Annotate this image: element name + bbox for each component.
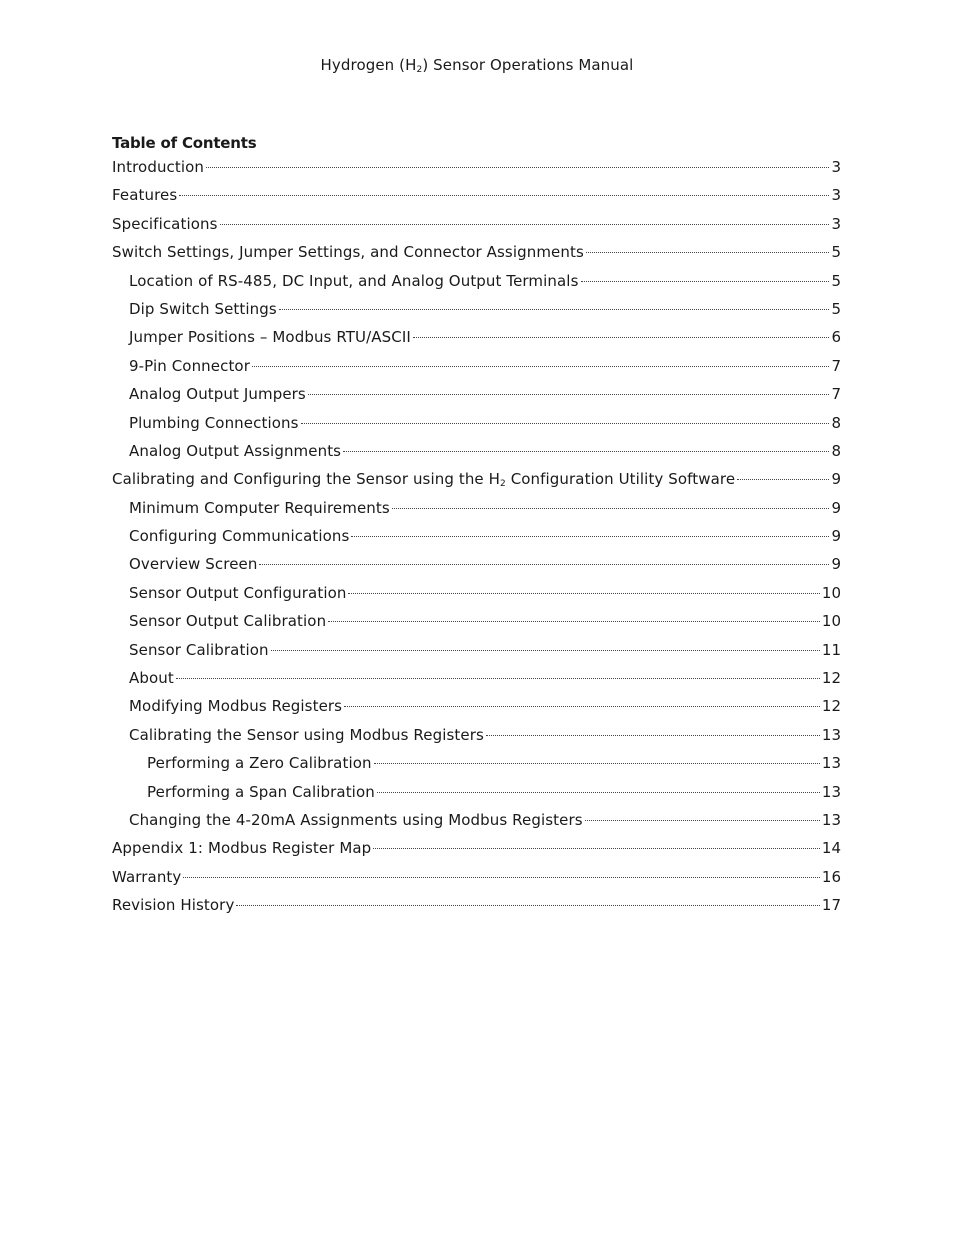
toc-entry-text xyxy=(129,269,579,293)
toc-entry-text xyxy=(129,552,257,576)
toc-entry-text xyxy=(129,638,269,662)
toc-dot-leader xyxy=(348,593,819,594)
toc-dot-leader xyxy=(220,224,830,225)
toc-entry[interactable] xyxy=(112,354,841,382)
toc-dot-leader xyxy=(271,650,820,651)
toc-page-number: 5 xyxy=(831,299,841,318)
toc-entry[interactable] xyxy=(112,212,841,240)
toc-page-number: 12 xyxy=(821,697,841,716)
toc-entry-text xyxy=(112,155,204,179)
toc-entry-text xyxy=(112,240,584,264)
toc-dot-leader xyxy=(344,706,820,707)
toc-page-number: 10 xyxy=(821,583,841,602)
toc-page-number: 9 xyxy=(831,470,841,489)
toc-entry-text xyxy=(129,496,390,520)
toc-entry-label-continued: Configuration Utility Software xyxy=(505,470,736,489)
toc-entry-text xyxy=(112,865,181,889)
toc-dot-leader xyxy=(377,792,820,793)
toc-entry-label: Analog Output Jumpers xyxy=(129,385,306,404)
toc-dot-leader xyxy=(236,905,819,906)
toc-dot-leader xyxy=(179,195,829,196)
toc-entry-label: Plumbing Connections xyxy=(129,413,299,432)
toc-entry-label: Sensor Calibration xyxy=(129,640,269,659)
toc-entry-label: Features xyxy=(112,186,178,205)
toc-entry[interactable] xyxy=(112,183,841,211)
toc-page-number: 10 xyxy=(821,612,841,631)
toc-entry-label: Dip Switch Settings xyxy=(129,299,277,318)
toc-entry-label: Specifications xyxy=(112,214,218,233)
toc-entry-label: Appendix 1: Modbus Register Map xyxy=(112,839,372,858)
toc-entry[interactable] xyxy=(112,666,841,694)
toc-entry[interactable] xyxy=(112,723,841,751)
toc-entry-text xyxy=(129,439,341,463)
toc-page-number: 8 xyxy=(831,413,841,432)
toc-entry[interactable] xyxy=(112,808,841,836)
toc-page-number: 13 xyxy=(821,782,841,801)
toc-dot-leader xyxy=(374,763,820,764)
toc-page-number: 9 xyxy=(831,527,841,546)
toc-entry-text xyxy=(129,609,326,633)
toc-dot-leader xyxy=(206,167,829,168)
toc-page-number: 3 xyxy=(831,186,841,205)
toc-entry-label: Performing a Span Calibration xyxy=(147,782,375,801)
toc-entry[interactable] xyxy=(112,297,841,325)
toc-page-number: 9 xyxy=(831,555,841,574)
toc-dot-leader xyxy=(581,281,830,282)
toc-entry-text xyxy=(129,524,349,548)
toc-page-number: 8 xyxy=(831,441,841,460)
header-title-subscript: 2 xyxy=(416,65,423,75)
toc-entry[interactable] xyxy=(112,609,841,637)
toc-dot-leader xyxy=(176,678,820,679)
toc-entry-label: Switch Settings, Jumper Settings, and Connector Assignments xyxy=(112,243,584,262)
toc-entry[interactable] xyxy=(112,524,841,552)
toc-entry-subscript: 2 xyxy=(500,479,506,490)
toc-entry-label: 9-Pin Connector xyxy=(129,356,250,375)
toc-entry-label: Location of RS-485, DC Input, and Analog Output Terminals xyxy=(129,271,579,290)
toc-entry-text xyxy=(129,382,306,406)
toc-entry-label: Changing the 4-20mA Assignments using Modbus Registers xyxy=(129,810,583,829)
toc-dot-leader xyxy=(392,508,830,509)
toc-entry[interactable] xyxy=(112,865,841,893)
toc-page-number: 3 xyxy=(831,214,841,233)
toc-page-number: 5 xyxy=(831,243,841,262)
toc-entry-text xyxy=(112,467,735,496)
toc-entry-label: Analog Output Assignments xyxy=(129,441,342,460)
toc-page-number: 17 xyxy=(821,896,841,915)
toc-dot-leader xyxy=(343,451,829,452)
toc-dot-leader xyxy=(301,423,830,424)
toc-title: Table of Contents xyxy=(112,134,257,152)
toc-page-number: 16 xyxy=(821,867,841,886)
toc-entry[interactable] xyxy=(112,382,841,410)
toc-entry-label: Sensor Output Configuration xyxy=(129,583,347,602)
toc-entry-text xyxy=(112,183,177,207)
toc-entry-text xyxy=(129,581,346,605)
toc-page-number: 7 xyxy=(831,385,841,404)
toc-entry-label: Configuring Communications xyxy=(129,527,350,546)
toc-entry-text xyxy=(112,836,371,860)
toc-entry-text xyxy=(147,751,372,775)
toc-page-number: 13 xyxy=(821,725,841,744)
toc-entry-text xyxy=(129,354,250,378)
toc-entry-text xyxy=(129,325,411,349)
toc-entry[interactable] xyxy=(112,269,841,297)
toc-entry[interactable] xyxy=(112,836,841,864)
toc-page-number: 13 xyxy=(821,754,841,773)
toc-dot-leader xyxy=(328,621,820,622)
toc-page-number: 13 xyxy=(821,810,841,829)
toc-dot-leader xyxy=(351,536,829,537)
toc-entry-text xyxy=(112,893,234,917)
toc-entry[interactable] xyxy=(112,893,841,921)
toc-entry[interactable] xyxy=(112,780,841,808)
toc-entry[interactable] xyxy=(112,751,841,779)
toc-entry[interactable] xyxy=(112,694,841,722)
toc-dot-leader xyxy=(486,735,820,736)
toc-entry-label: Overview Screen xyxy=(129,555,258,574)
running-header xyxy=(0,56,954,75)
toc-dot-leader xyxy=(259,564,829,565)
toc-page-number: 5 xyxy=(831,271,841,290)
toc-entry[interactable] xyxy=(112,240,841,268)
toc-dot-leader xyxy=(737,479,829,480)
table-of-contents xyxy=(112,155,841,922)
toc-entry-label: Revision History xyxy=(112,896,235,915)
header-title-pre: Hydrogen (H xyxy=(320,56,417,74)
toc-page-number: 14 xyxy=(821,839,841,858)
toc-dot-leader xyxy=(586,252,830,253)
toc-entry-label: Sensor Output Calibration xyxy=(129,612,327,631)
toc-entry-label: Calibrating and Configuring the Sensor using the H xyxy=(112,470,500,489)
toc-entry[interactable] xyxy=(112,552,841,580)
toc-entry-label: Modifying Modbus Registers xyxy=(129,697,343,716)
toc-page-number: 11 xyxy=(821,640,841,659)
toc-dot-leader xyxy=(413,337,830,338)
toc-entry-label: Minimum Computer Requirements xyxy=(129,498,390,517)
toc-entry[interactable] xyxy=(112,439,841,467)
toc-page-number: 3 xyxy=(831,158,841,176)
toc-entry-text xyxy=(129,297,277,321)
toc-entry-label: Calibrating the Sensor using Modbus Registers xyxy=(129,725,484,744)
toc-page-number: 9 xyxy=(831,498,841,517)
toc-entry-text xyxy=(129,694,342,718)
toc-dot-leader xyxy=(308,394,830,395)
toc-page-number: 12 xyxy=(821,669,841,688)
toc-entry[interactable] xyxy=(112,411,841,439)
toc-entry[interactable] xyxy=(112,581,841,609)
toc-dot-leader xyxy=(585,820,820,821)
toc-page-number: 7 xyxy=(831,356,841,375)
toc-entry[interactable] xyxy=(112,467,841,495)
toc-entry[interactable] xyxy=(112,325,841,353)
header-title-post: ) Sensor Operations Manual xyxy=(422,56,634,74)
toc-entry[interactable] xyxy=(112,496,841,524)
toc-entry-label: Jumper Positions – Modbus RTU/ASCII xyxy=(129,328,411,347)
toc-entry-label: Warranty xyxy=(112,867,182,886)
toc-entry-label: Performing a Zero Calibration xyxy=(147,754,372,773)
toc-entry-text xyxy=(112,212,218,236)
toc-page-number: 6 xyxy=(831,328,841,347)
toc-dot-leader xyxy=(279,309,830,310)
toc-entry-text xyxy=(129,723,484,747)
toc-entry-text xyxy=(129,411,299,435)
toc-entry-text xyxy=(129,808,583,832)
toc-dot-leader xyxy=(252,366,829,367)
toc-entry[interactable] xyxy=(112,638,841,666)
toc-dot-leader xyxy=(183,877,820,878)
toc-entry-label: About xyxy=(129,669,174,688)
toc-entry[interactable] xyxy=(112,155,841,183)
toc-entry-text xyxy=(129,666,174,690)
toc-dot-leader xyxy=(373,848,820,849)
toc-entry-label: Introduction xyxy=(112,158,205,176)
toc-entry-text xyxy=(147,780,375,804)
